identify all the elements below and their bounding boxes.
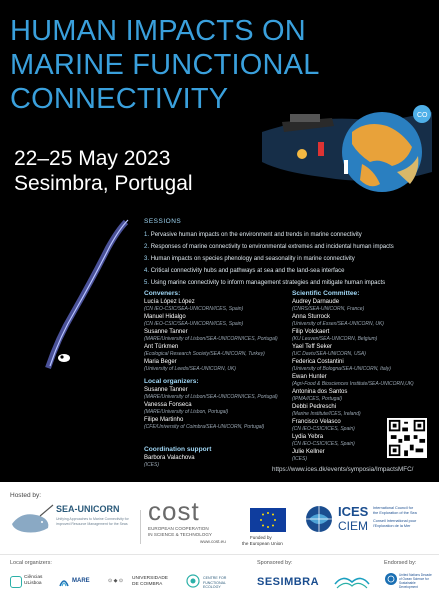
cost-url: www.cost.eu (200, 539, 226, 544)
person-entry: Antonina dos Santos (IPMA/ICES, Portugal) (292, 389, 348, 402)
cfe-logo-text: CENTRE FOR FUNCTIONAL ECOLOGY (203, 576, 227, 589)
ices-subtitle-2: the Exploration of the Sea (373, 511, 417, 515)
local-organizers-footer-label: Local organizers: (10, 560, 52, 566)
person-entry: Manuel Hidalgo (CN IEO-CSIC/SEA-UNICORN/ICES, Spain) (144, 314, 244, 327)
ices-logo-text: ICES (338, 504, 369, 519)
eu-flag-icon (250, 508, 286, 532)
sea-unicorn-logo-text: SEA-UNICORN (56, 504, 120, 514)
sea-unicorn-subtitle: Unifying Approaches to Marine Connectivity for improved Resource Management for the Seas (56, 517, 129, 526)
cost-subtitle-1: EUROPEAN COOPERATION (148, 526, 209, 531)
session-item: 1. Pervasive human impacts on the environment and trends in marine connectivity (144, 232, 362, 238)
hosted-by-label: Hosted by: (10, 492, 42, 499)
title-line-2: MARINE FUNCTIONAL (10, 49, 320, 81)
person-entry: Ant Türkmen (Ecological Research Society/SEA-UNICORN, Turkey) (144, 344, 265, 357)
globe-illustration (262, 92, 432, 202)
ornament-icon: ⊙ ◆ ⊙ (108, 578, 124, 584)
session-item: 4. Critical connectivity hubs and pathways at sea and the land-sea interface (144, 268, 345, 274)
narwhal-icon (8, 502, 54, 536)
coimbra-logo-text: UNIVERSIDADE DE COIMBRA (132, 576, 168, 587)
title-line-1: HUMAN IMPACTS ON (10, 15, 306, 47)
sponsor-footer (0, 482, 439, 616)
divider (0, 554, 439, 555)
ices-subtitle-1: International Council for (373, 506, 414, 510)
event-url[interactable]: https://www.ices.dk/events/symposia/ImpactsMFC/ (272, 466, 414, 473)
event-location: Sesimbra, Portugal (14, 172, 193, 195)
person-entry: Debbi Pedreschi (Marine Institute/ICES, Ireland) (292, 404, 361, 417)
ciem-logo-text: CIEM (338, 519, 368, 533)
svg-text:CO: CO (417, 112, 428, 119)
conveners-section (144, 290, 294, 372)
session-item: 2. Responses of marine connectivity to environmental extremes and incidental human impacts (144, 244, 394, 250)
sessions-list (144, 229, 434, 289)
person-entry: Julie Kellner (ICES) (292, 449, 325, 462)
un-decade-icon (384, 572, 398, 586)
local-organizers-heading: Local organizers: (144, 378, 199, 385)
session-item: 3. Human impacts on species phenology and seasonality in marine connectivity (144, 256, 355, 262)
cost-subtitle-2: IN SCIENCE & TECHNOLOGY (148, 532, 212, 537)
mare-icon (58, 574, 70, 588)
coordination-section (144, 446, 294, 468)
divider (140, 510, 141, 544)
fish-larva-illustration (38, 218, 138, 378)
coordination-heading: Coordination support (144, 446, 212, 453)
title-line-3: CONNECTIVITY (10, 83, 229, 115)
sesimbra-logo-text: SESIMBRA (257, 576, 320, 588)
ocean-decade-text: United Nations Decade of Ocean Science for Sustainable Development (399, 573, 432, 589)
person-entry: Barbora Valachova (ICES) (144, 455, 195, 468)
qr-code[interactable] (387, 418, 427, 458)
ices-subtitle-4: l'Exploration de la Mer (373, 524, 411, 528)
sponsored-by-label: Sponsored by: (257, 560, 293, 566)
endorsed-by-label: Endorsed by: (384, 560, 417, 566)
local-organizers-section (144, 378, 294, 430)
person-entry: Ewan Hunter (Agri-Food & Biosciences Institute/SEA-UNICORN,UK) (292, 374, 414, 387)
sponsor-emblem-icon (333, 572, 371, 590)
person-entry: Vanessa Fonseca (MARE/University of Lisbon, Portugal) (144, 402, 229, 415)
person-entry: Susanne Tanner (MARE/University of Lisbon/SEA-UNICORN/ICES, Portugal) (144, 329, 278, 342)
person-entry: Federica Costantini (University of Bologna/SEA-UNICORN, Italy) (292, 359, 391, 372)
ciencias-icon (10, 576, 22, 588)
event-dates: 22–25 May 2023 (14, 147, 171, 170)
eu-funded-label-1: Funded by (250, 535, 272, 540)
conveners-heading: Conveners: (144, 290, 181, 297)
ciencias-logo-text: Ciências ULisboa (24, 575, 43, 586)
person-entry: Francisco Velasco (CN IEO-CSIC/ICES, Spain) (292, 419, 355, 432)
person-entry: Lydia Yebra (CN IEO-CSIC/ICES, Spain) (292, 434, 355, 447)
person-entry: Filip Volckaert (KU Leuven/SEA-UNICORN, Belgium) (292, 329, 378, 342)
person-entry: Yael Teff Seker (UC Davis/SEA-UNICORN, USA) (292, 344, 366, 357)
person-entry: Lucía López López (CN IEO-CSIC/SEA-UNICORN/ICES, Spain) (144, 299, 244, 312)
person-entry: Anna Sturrock (University of Essex/SEA-UNICORN, UK) (292, 314, 384, 327)
eu-funded-label-2: the European Union (242, 541, 283, 546)
cfe-icon (186, 574, 200, 588)
person-entry: Maria Beger (University of Leeds/SEA-UNICORN, UK) (144, 359, 236, 372)
ices-globe-icon (304, 504, 334, 534)
session-item: 5. Using marine connectivity to inform management strategies and mitigate human impacts (144, 280, 386, 286)
scientific-committee-heading: Scientific Committee: (292, 290, 360, 297)
ices-subtitle-3: Conseil International pour (373, 519, 417, 523)
person-entry: Filipe Martinho (CFE/University of Coimbra/SEA-UNICORN, Portugal) (144, 417, 265, 430)
mare-logo-text: MARE (72, 578, 90, 584)
person-entry: Susanne Tanner (MARE/University of Lisbon/SEA-UNICORN/ICES, Portugal) (144, 387, 278, 400)
person-entry: Audrey Darnaude (CNRS/SEA-UNICORN, France) (292, 299, 365, 312)
cost-logo-text: cost (148, 496, 200, 526)
sessions-heading: SESSIONS (144, 218, 182, 225)
